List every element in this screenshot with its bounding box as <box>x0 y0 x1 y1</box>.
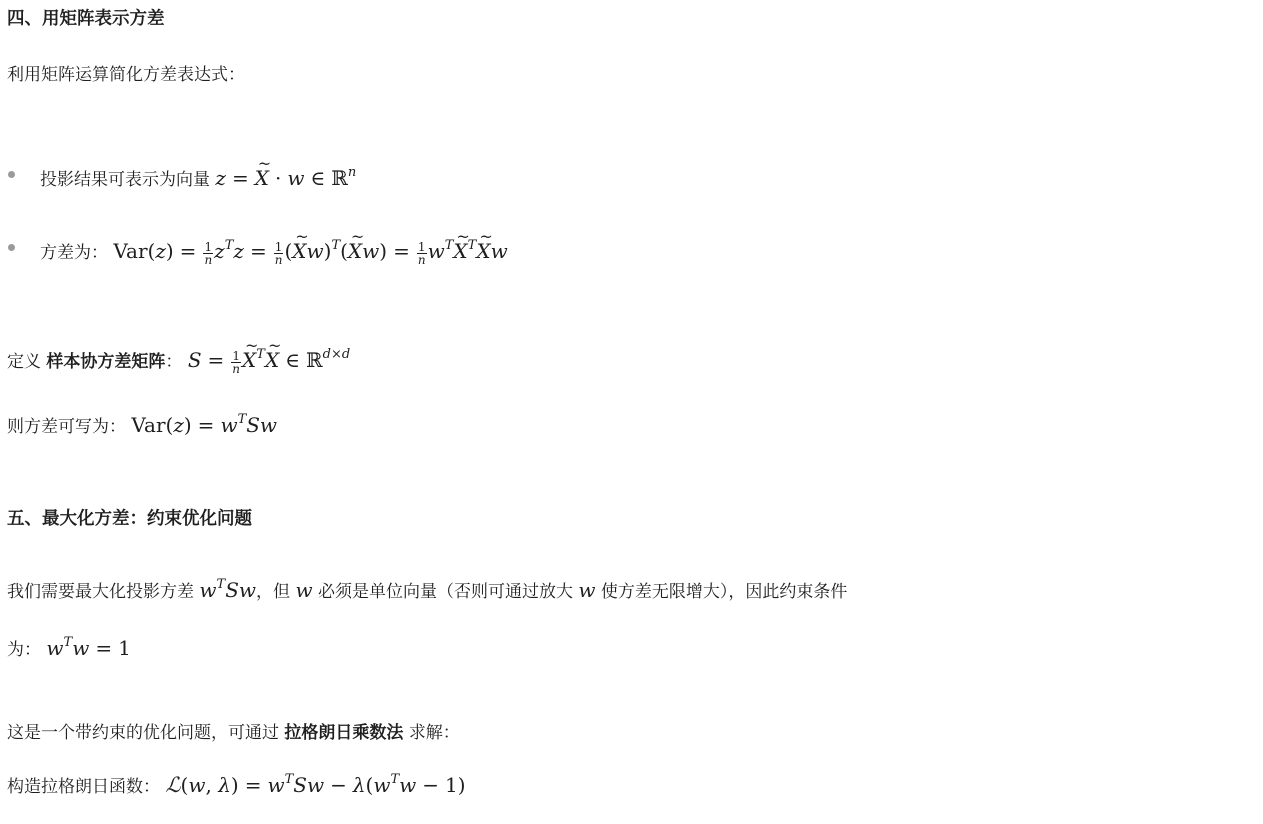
constraint-prefix: 为： <box>7 640 41 660</box>
section-heading-4: 四、用矩阵表示方差 <box>7 9 165 29</box>
formula-var-sw: $Var(z) = w^TSw$ <box>131 412 278 437</box>
lagrange-line <box>7 765 466 802</box>
then-text: 则方差可写为： <box>7 417 126 437</box>
section-heading-5: 五、最大化方差：约束优化问题 <box>7 509 252 529</box>
define-line <box>7 340 350 377</box>
formula-constraint: $w^Tw = 1$ <box>46 635 131 660</box>
para2-part-b: 求解： <box>408 723 460 743</box>
para1-part-a: 我们需要最大化投影方差 <box>7 582 194 602</box>
variance-rewrite-line <box>7 405 277 442</box>
bullet-variance-text: 方差为： <box>40 243 108 263</box>
para-maximize: 我们需要最大化投影方差 $w^TSw$，但 w 必须是单位向量（否则可通过放大 w 使方差无限增大），因此约束条件 <box>7 577 848 602</box>
bullet-projection <box>40 158 356 195</box>
define-term: 样本协方差矩阵 <box>46 352 166 372</box>
formula-projection: z =~ X · w ∈ ℝ$^n$ <box>215 170 356 190</box>
formula-lagrangian: ℒ(w, $\lambda) = w^TSw - \lambda(w^Tw - 1)$ <box>165 772 466 797</box>
intro-text: 利用矩阵运算简化方差表达式： <box>7 65 245 85</box>
formula-covariance: S = $\frac{1}{n}$ ~ $X^T\sim$ X ∈ ℝ$^{d\times d}$ <box>188 352 350 372</box>
para1-part-d: 使方差无限增大），因此约束条件 <box>600 582 848 602</box>
para-lagrange-intro <box>7 718 460 748</box>
define-colon: ： <box>165 352 183 372</box>
bullet-projection-text: 投影结果可表示为向量 <box>40 170 210 190</box>
formula-variance: Var(z) = $\frac{1}{n}$ $z^Tz$ = $\frac{1}{n}$ (~ Xw)$^T$(~ Xw) = $\frac{1}{n}$ $w^T\sim$ $X^T\sim$ Xw <box>113 243 507 263</box>
bullet-dot <box>8 244 15 251</box>
lagrange-text: 构造拉格朗日函数： <box>7 777 160 797</box>
lagrange-term: 拉格朗日乘数法 <box>284 723 404 743</box>
para-constraint <box>7 628 131 665</box>
para1-part-b: ，但 <box>256 582 291 602</box>
define-prefix: 定义 <box>7 352 41 372</box>
para1-part-c: 必须是单位向量（否则可通过放大 <box>317 582 573 602</box>
para2-part-a: 这是一个带约束的优化问题，可通过 <box>7 723 279 743</box>
bullet-dot <box>8 171 15 178</box>
bullet-variance <box>40 231 508 268</box>
